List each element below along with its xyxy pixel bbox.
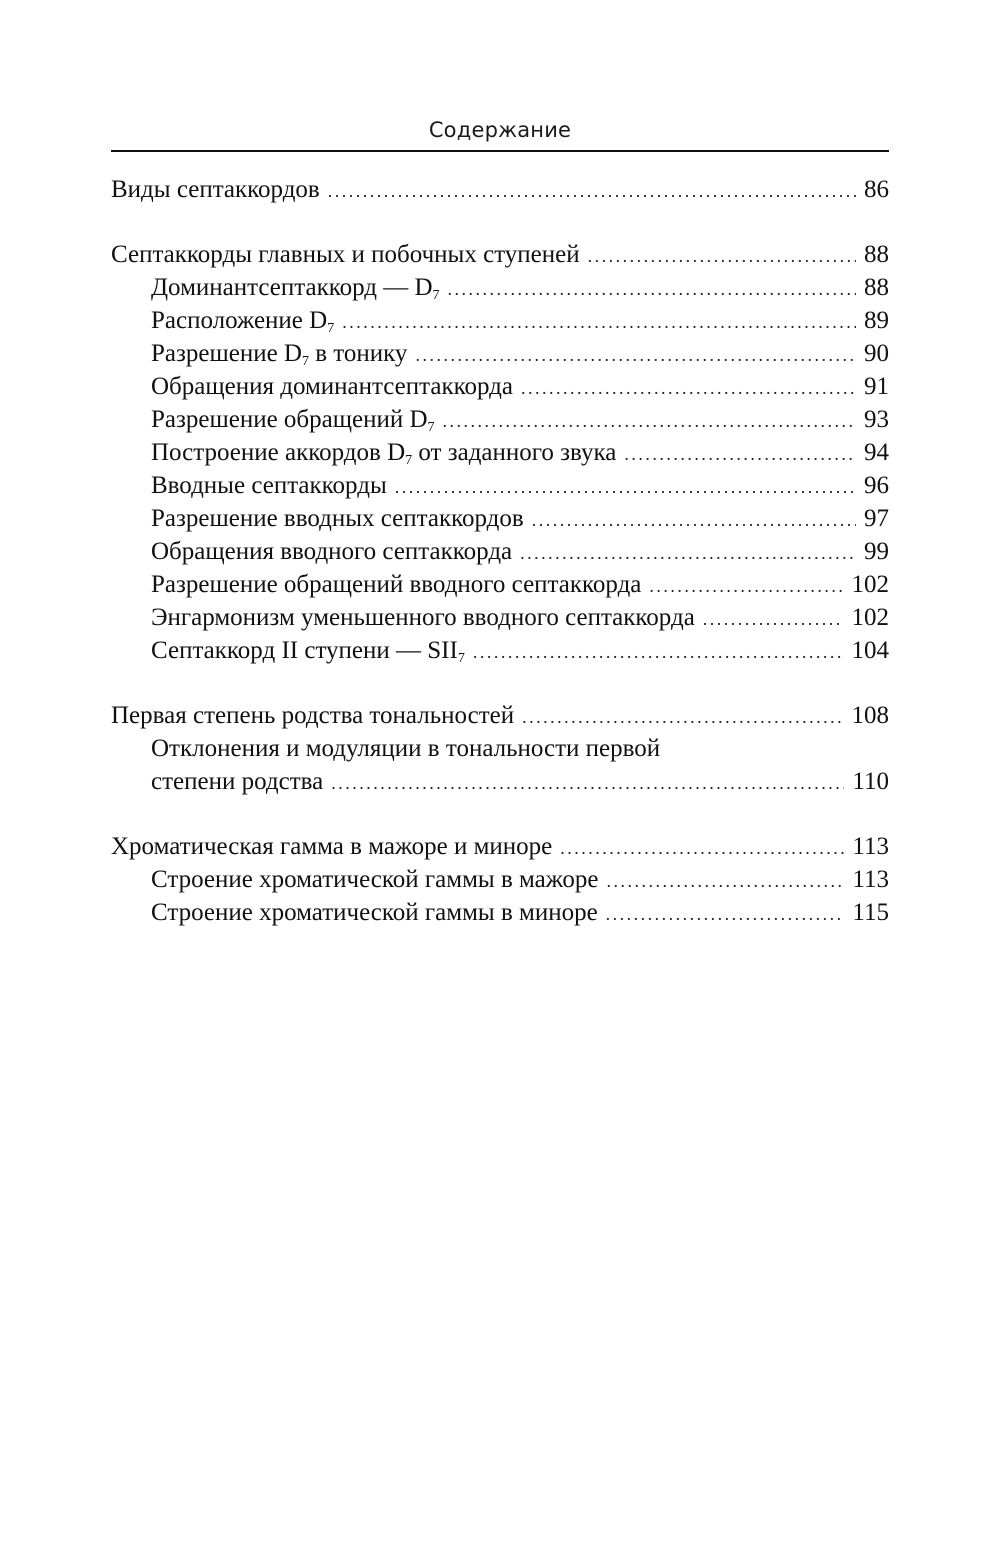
- toc-subentry-title: Разрешение обращений $D_7$: [151, 406, 435, 435]
- toc-subentry[interactable]: [111, 304, 889, 337]
- toc-subentry-title: Строение хроматической гаммы в мажоре: [151, 866, 599, 893]
- toc-subentry-line-1[interactable]: [111, 732, 889, 765]
- toc-page-number: 104: [851, 637, 889, 664]
- toc-leader-dots: [415, 339, 856, 372]
- toc-subentry-title: Вводные септаккорды: [151, 472, 387, 499]
- header-rule: [111, 150, 889, 152]
- toc-subentry[interactable]: [111, 896, 889, 929]
- toc-page-number: 113: [852, 866, 889, 893]
- toc-entry-title: Септаккорды главных и побочных ступеней: [111, 241, 580, 268]
- toc-leader-dots: [588, 240, 856, 273]
- toc-page-number: 102: [851, 604, 889, 631]
- toc-entry-title: Виды септаккордов: [111, 176, 320, 203]
- toc-subentry[interactable]: [111, 337, 889, 370]
- toc-entry-title: Первая степень родства тональностей: [111, 702, 515, 729]
- toc-page-number: 93: [864, 406, 889, 433]
- toc-section-3: [111, 699, 889, 798]
- table-of-contents: [111, 173, 889, 961]
- toc-page-number: 97: [864, 505, 889, 532]
- toc-leader-dots: [331, 767, 844, 800]
- toc-subentry-title: Разрешение обращений вводного септаккорда: [151, 571, 642, 598]
- toc-subentry[interactable]: [111, 601, 889, 634]
- toc-subentry[interactable]: [111, 436, 889, 469]
- toc-subentry[interactable]: [111, 863, 889, 896]
- toc-subentry-title: Энгармонизм уменьшенного вводного септаккорда: [151, 604, 695, 631]
- toc-leader-dots: [395, 471, 856, 504]
- toc-leader-dots: [532, 504, 856, 537]
- toc-page-number: 91: [864, 373, 889, 400]
- toc-subentry[interactable]: [111, 403, 889, 436]
- toc-subentry-title: Доминантсептаккорд — $D_7$: [151, 274, 440, 303]
- toc-page-number: 96: [864, 472, 889, 499]
- toc-page-number: 88: [864, 274, 889, 301]
- toc-entry[interactable]: [111, 238, 889, 271]
- toc-entry[interactable]: [111, 173, 889, 206]
- toc-leader-dots: [328, 175, 856, 208]
- toc-entry-title: Хроматическая гамма в мажоре и миноре: [111, 833, 553, 860]
- toc-subentry-title: Построение аккордов $D_7$ от заданного звука: [151, 439, 617, 468]
- toc-subentry[interactable]: [111, 535, 889, 568]
- toc-page-number: 108: [851, 702, 889, 729]
- toc-section-1: [111, 173, 889, 206]
- toc-page-number: 86: [864, 176, 889, 203]
- toc-subentry-title: Септаккорд II ступени — $SII_7$: [151, 637, 465, 666]
- toc-section-4: [111, 830, 889, 929]
- toc-subentry[interactable]: [111, 271, 889, 304]
- toc-leader-dots: [606, 898, 845, 931]
- toc-page-number: 102: [851, 571, 889, 598]
- toc-subentry-title: Отклонения и модуляции в тональности первой: [151, 735, 661, 762]
- toc-section-2: [111, 238, 889, 667]
- toc-leader-dots: [522, 701, 843, 734]
- toc-page-number: 99: [864, 538, 889, 565]
- toc-leader-dots: [443, 405, 856, 438]
- toc-leader-dots: [342, 306, 856, 339]
- toc-page-number: 94: [864, 439, 889, 466]
- toc-subentry-title: Разрешение вводных септаккордов: [151, 505, 524, 532]
- toc-page-number: 110: [852, 768, 889, 795]
- toc-leader-dots: [703, 603, 844, 636]
- toc-leader-dots: [473, 636, 844, 669]
- toc-leader-dots: [521, 372, 856, 405]
- toc-subentry[interactable]: [111, 502, 889, 535]
- toc-subentry-title: Разрешение $D_7$ в тонику: [151, 340, 408, 369]
- toc-subentry[interactable]: [111, 469, 889, 502]
- toc-subentry-title: Строение хроматической гаммы в миноре: [151, 899, 598, 926]
- toc-entry[interactable]: [111, 699, 889, 732]
- toc-leader-dots: [624, 438, 856, 471]
- toc-leader-dots: [560, 832, 844, 865]
- toc-page-number: 113: [852, 833, 889, 860]
- toc-subentry-title: Обращения доминантсептаккорда: [151, 373, 513, 400]
- toc-leader-dots: [448, 273, 856, 306]
- toc-subentry[interactable]: [111, 634, 889, 667]
- toc-subentry[interactable]: [111, 568, 889, 601]
- toc-leader-dots: [607, 865, 845, 898]
- toc-entry[interactable]: [111, 830, 889, 863]
- toc-page-number: 89: [864, 307, 889, 334]
- toc-subentry-title: Обращения вводного септаккорда: [151, 538, 513, 565]
- toc-subentry-line-2[interactable]: [111, 765, 889, 798]
- toc-leader-dots: [520, 537, 856, 570]
- toc-page-number: 90: [864, 340, 889, 367]
- toc-page-number: 115: [852, 899, 889, 926]
- toc-subentry-title: степени родства: [151, 768, 324, 795]
- toc-leader-dots: [649, 570, 843, 603]
- toc-subentry-title: Расположение $D_7$: [151, 307, 335, 336]
- toc-page-number: 88: [864, 241, 889, 268]
- toc-subentry[interactable]: [111, 370, 889, 403]
- running-title: Содержание: [428, 118, 572, 142]
